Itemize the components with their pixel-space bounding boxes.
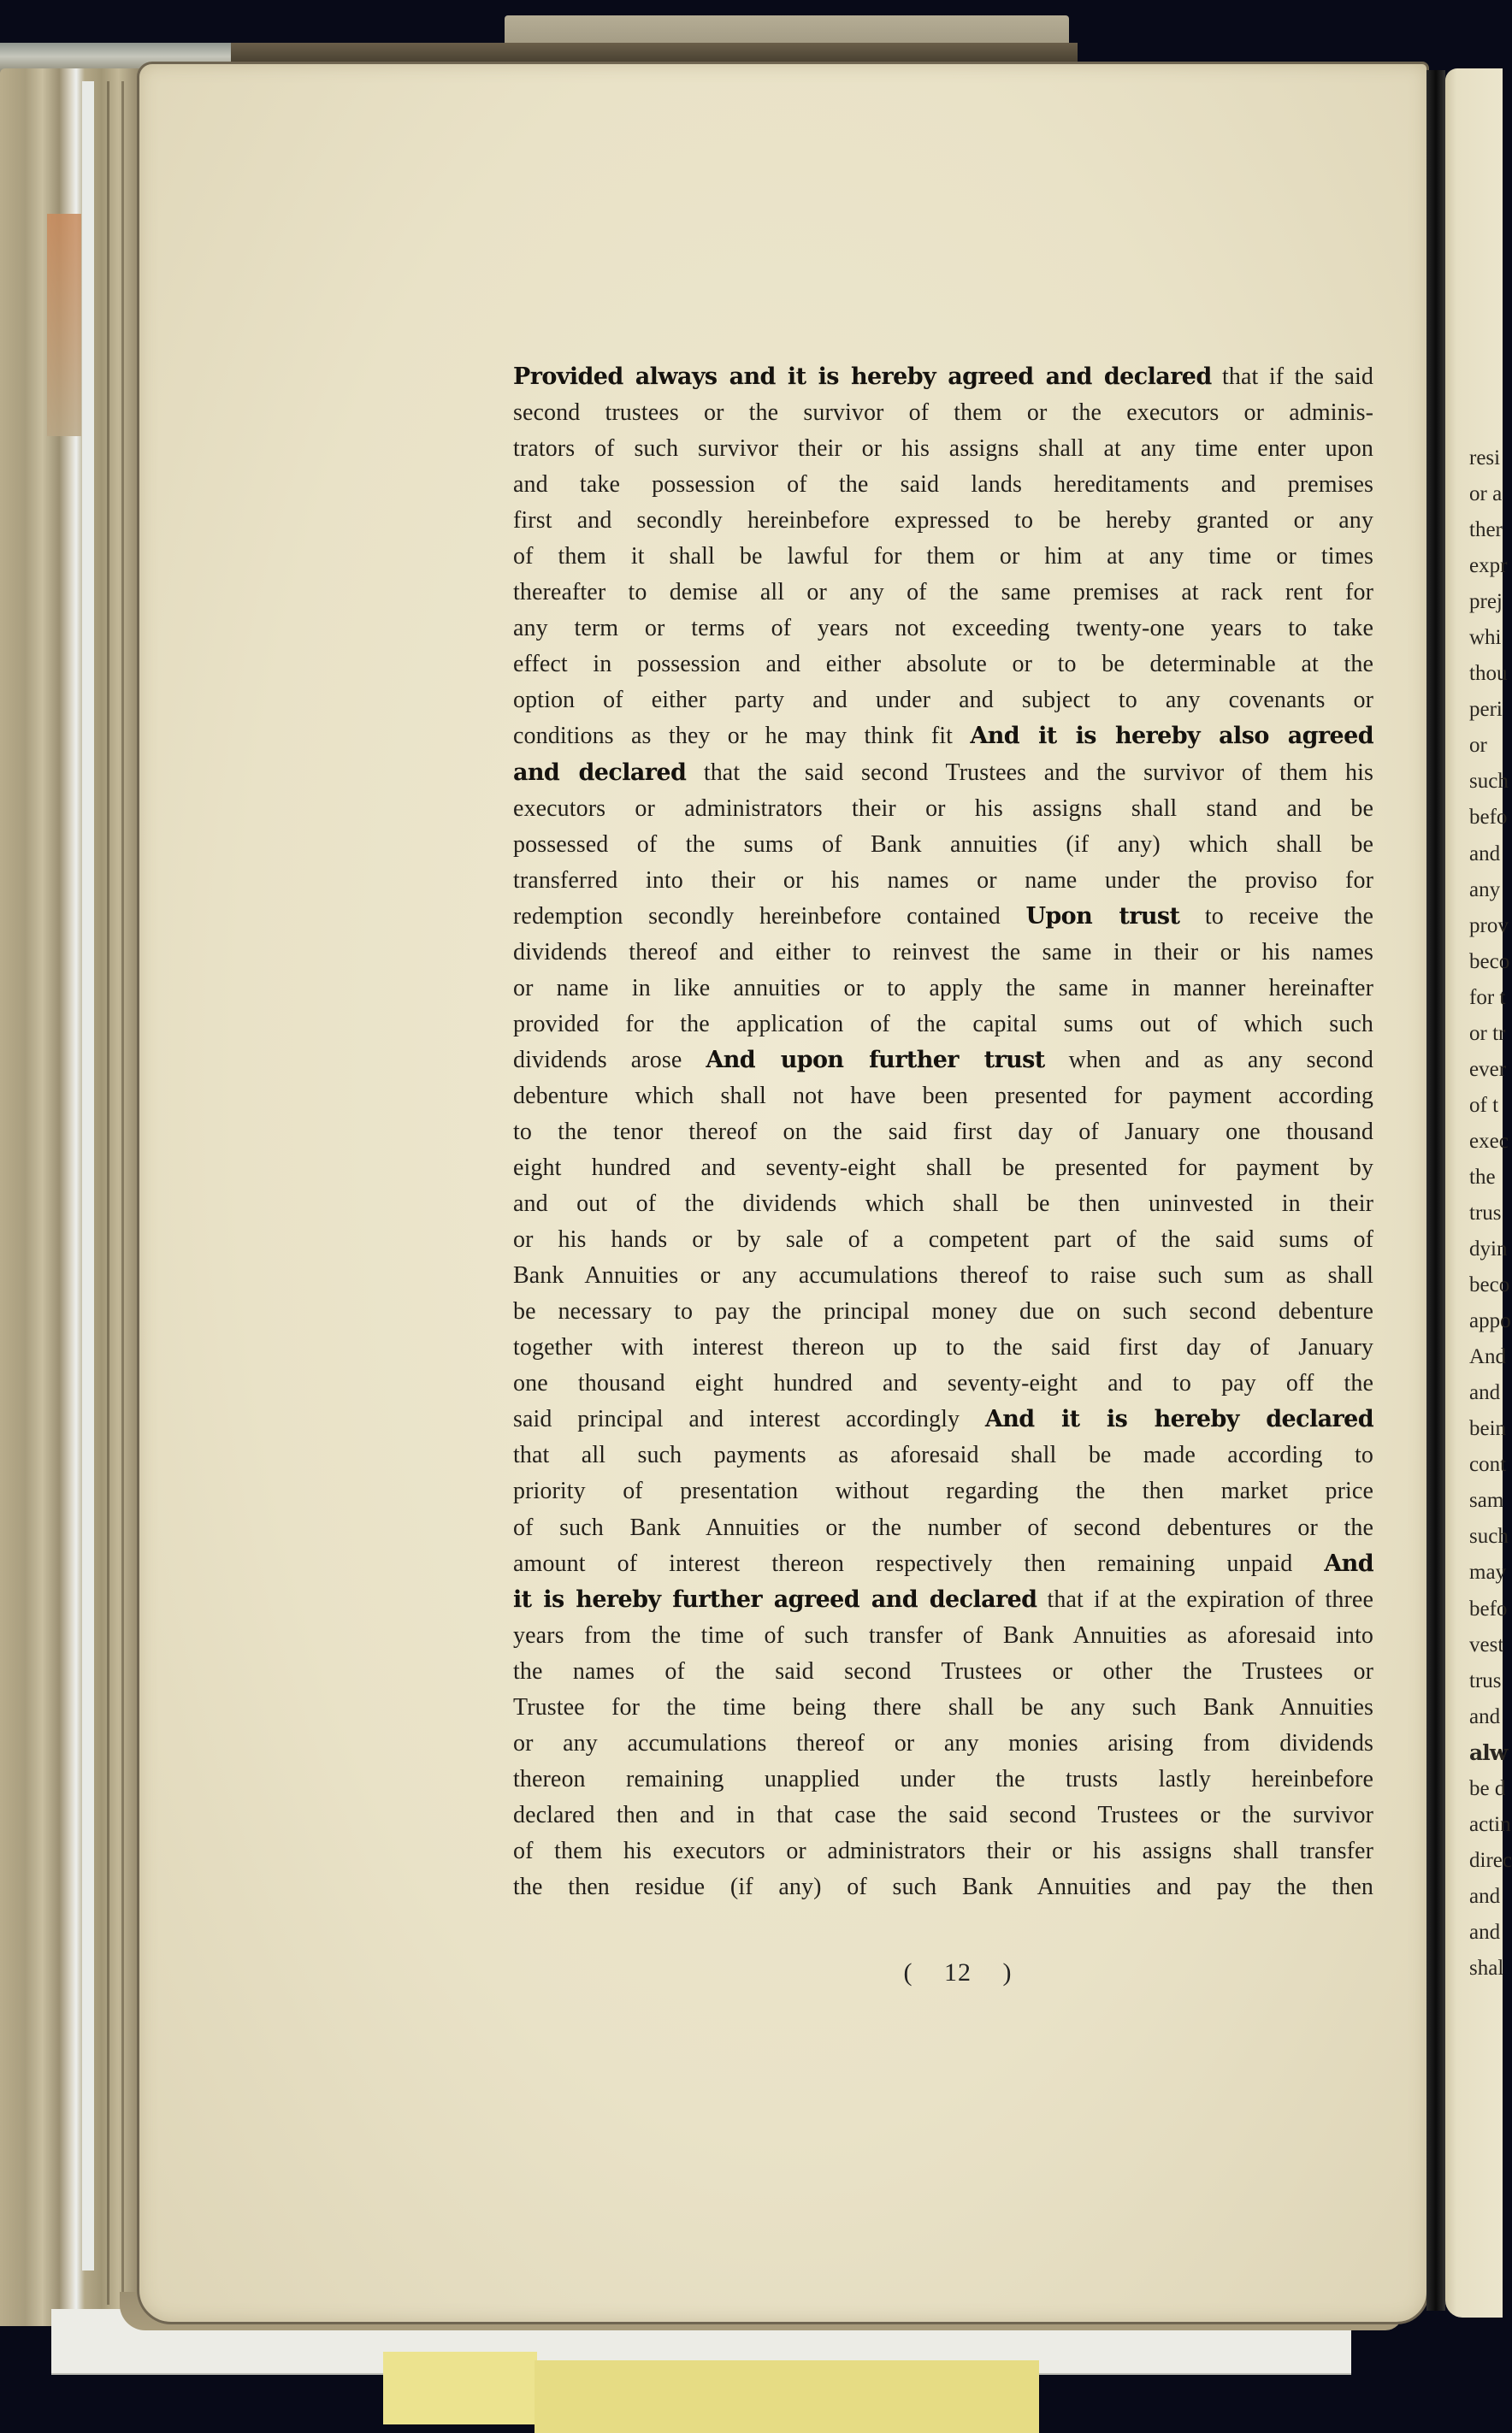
facing-page-line: be d [1469,1776,1506,1800]
text-line [513,503,1373,539]
blackletter-phrase: it is hereby further agreed and declared [513,1586,1037,1613]
text-segment: possessed of the sums of Bank annuities (if any) which shall be [513,830,1373,858]
facing-page-line: dyin [1469,1237,1508,1261]
facing-page-line: such [1469,1525,1509,1549]
text-segment: thereon remaining unapplied under the trusts lastly hereinbefore [513,1765,1373,1792]
text-line [513,647,1373,682]
facing-page-line: shal [1469,1956,1504,1980]
text-line [513,1834,1373,1869]
text-line [513,395,1373,431]
text-line [513,1042,1373,1078]
text-line [513,611,1373,647]
text-segment: said principal and interest accordingly [513,1406,985,1433]
text-segment: transferred into their or his names or name under the proviso for [513,866,1373,894]
text-line [513,1258,1373,1294]
text-line [513,1798,1373,1834]
facing-page-line: and [1469,1381,1501,1405]
facing-page-line: may [1469,1561,1507,1585]
white-page-edge [82,81,94,2271]
text-line [513,431,1373,467]
facing-page-line: befo [1469,1597,1508,1621]
text-line [513,791,1373,827]
text-line [513,755,1373,791]
text-segment: that all such payments as aforesaid shall be made according to [513,1442,1373,1469]
text-line [513,1690,1373,1726]
text-line [513,971,1373,1007]
text-line [513,359,1373,395]
text-segment: eight hundred and seventy-eight shall be presented for payment by [513,1154,1373,1182]
text-line [513,1546,1373,1582]
facing-page-line: and [1469,1884,1501,1908]
text-line [513,1654,1373,1690]
facing-page [1445,68,1512,2318]
text-segment: option of either party and under and subject to any covenants or [513,687,1373,714]
text-segment: amount of interest thereon respectively then remaining unpaid [513,1550,1325,1577]
facing-page-line: actin [1469,1812,1511,1836]
text-segment: together with interest thereon up to the said first day of January [513,1334,1373,1361]
facing-page-line: the [1469,1165,1496,1189]
facing-page-line: and [1469,1704,1501,1728]
spine-top-dark-edge [231,43,1078,62]
text-line [513,1618,1373,1654]
text-line [513,1402,1373,1438]
text-segment: Trustee for the time being there shall be any such Bank Annuities [513,1693,1373,1721]
text-segment: provided for the application of the capital sums out of which such [513,1010,1373,1037]
facing-page-line: or [1469,734,1487,758]
facing-page-line: trus [1469,1201,1502,1225]
facing-page-line: peri [1469,698,1503,722]
document-body-text [513,359,1373,1905]
text-line [513,539,1373,575]
text-segment: or any accumulations thereof or any monies arising from dividends [513,1729,1373,1757]
text-line [513,1222,1373,1258]
facing-page-line: thou [1469,662,1508,686]
text-segment: when and as any second [1044,1046,1373,1073]
facing-page-line: cont [1469,1453,1507,1477]
text-segment: that if the said [1211,363,1373,390]
facing-page-line: prov [1469,913,1509,937]
facing-page-line: expr [1469,554,1508,578]
text-line [513,935,1373,971]
blackletter-phrase: And it is hereby declared [984,1406,1373,1433]
tape-fragment [47,214,81,436]
book-gutter [1426,70,1445,2311]
facing-page-line: bein [1469,1417,1507,1441]
text-segment: the then residue (if any) of such Bank Annuities and pay the then [513,1873,1373,1900]
facing-page-line: and [1469,842,1501,865]
text-line [513,863,1373,899]
yellow-paper-slip [383,2352,537,2424]
facing-page-line: direc [1469,1848,1512,1872]
text-line [513,1186,1373,1222]
text-segment: or name in like annuities or to apply the same in manner hereinafter [513,974,1373,1001]
text-segment: declared then and in that case the said second Trustees or the survivor [513,1801,1373,1828]
facing-page-line: befo [1469,806,1508,830]
text-line [513,1150,1373,1186]
facing-page-line: trus [1469,1668,1502,1692]
text-line [513,1078,1373,1114]
text-line [513,899,1373,935]
text-segment: redemption secondly hereinbefore contained [513,902,1026,930]
facing-page-line: And [1469,1345,1507,1369]
facing-page-line: for t [1469,985,1506,1009]
text-segment: that the said second Trustees and the survivor of them his [686,759,1373,786]
text-segment: dividends arose [513,1046,706,1073]
facing-page-line: appo [1469,1309,1511,1333]
blackletter-phrase: And it is hereby also agreed [970,723,1373,750]
text-segment: of them it shall be lawful for them or him at any time or times [513,543,1373,570]
text-line [513,1510,1373,1546]
text-segment: of such Bank Annuities or the number of second debentures or the [513,1514,1373,1541]
text-segment: executors or administrators their or his assigns shall stand and be [513,794,1373,822]
facing-page-line: resi [1469,446,1501,469]
facing-page-line: beco [1469,1273,1510,1297]
text-line [513,1438,1373,1473]
text-segment: priority of presentation without regarding the then market price [513,1478,1373,1505]
blackletter-phrase: Provided always and it is hereby agreed and declared [513,363,1212,390]
facing-page-line: or a [1469,482,1503,506]
blackletter-phrase: And upon further trust [706,1046,1045,1073]
text-segment: debenture which shall not have been presented for payment according [513,1082,1373,1109]
text-segment: to the tenor thereof on the said first day of January one thousand [513,1118,1373,1145]
text-segment: of them his executors or administrators their or his assigns shall transfer [513,1837,1373,1864]
text-line [513,1366,1373,1402]
text-segment: trators of such survivor their or his assigns shall at any time enter upon [513,435,1373,463]
facing-page-line: or tr [1469,1021,1506,1045]
text-line [513,1582,1373,1618]
text-line [513,1762,1373,1798]
text-segment: first and secondly hereinbefore expressed to be hereby granted or any [513,507,1373,534]
facing-page-line: ever [1469,1057,1507,1081]
text-segment: be necessary to pay the principal money due on such second debenture [513,1298,1373,1326]
text-segment: second trustees or the survivor of them or the executors or adminis- [513,399,1373,427]
text-line [513,1726,1373,1762]
text-segment: or his hands or by sale of a competent part of the said sums of [513,1226,1373,1254]
facing-page-line: such [1469,770,1509,794]
facing-page-line: and [1469,1920,1501,1944]
text-line [513,575,1373,611]
text-segment: one thousand eight hundred and seventy-eight and to pay off the [513,1370,1373,1397]
text-line [513,1114,1373,1150]
facing-page-line: any [1469,877,1501,901]
blackletter-phrase: And [1324,1550,1373,1577]
blackletter-phrase: Upon trust [1025,902,1180,930]
text-line [513,467,1373,503]
text-segment: and out of the dividends which shall be then uninvested in their [513,1190,1373,1218]
text-segment: any term or terms of years not exceeding twenty-one years to take [513,615,1373,642]
text-segment: dividends thereof and either to reinvest the same in their or his names [513,938,1373,966]
blackletter-phrase: and declared [513,759,687,786]
text-segment: Bank Annuities or any accumulations thereof to raise such sum as shall [513,1262,1373,1290]
page-edge-line [107,81,109,2305]
text-segment: the names of the said second Trustees or other the Trustees or [513,1657,1373,1685]
facing-page-text [1469,440,1512,1987]
text-line [513,1294,1373,1330]
facing-page-line: vest [1469,1633,1504,1656]
facing-page-line: of t [1469,1093,1499,1117]
text-segment: thereafter to demise all or any of the same premises at rack rent for [513,579,1373,606]
page-edge-line [121,81,124,2305]
text-segment: effect in possession and either absolute or to be determinable at the [513,651,1373,678]
text-segment: conditions as they or he may think fit [513,723,971,750]
facing-page-line: exec [1469,1129,1509,1153]
text-line [513,1473,1373,1509]
text-line [513,1869,1373,1905]
facing-page-line: ther [1469,518,1503,542]
facing-page-line: sam [1469,1489,1504,1513]
text-segment: that if at the expiration of three [1037,1586,1373,1613]
facing-page-line: whi [1469,626,1502,650]
text-segment: years from the time of such transfer of Bank Annuities as aforesaid into [513,1621,1373,1649]
text-line [513,718,1373,754]
text-line [513,1007,1373,1042]
text-line [513,1330,1373,1366]
text-segment: to receive the [1179,902,1373,930]
text-line [513,682,1373,718]
text-segment: and take possession of the said lands hereditaments and premises [513,471,1373,499]
text-line [513,827,1373,863]
yellow-paper-slip [535,2360,1039,2433]
facing-page-line: prej [1469,590,1503,614]
page-number: ( 12 ) [903,1958,1013,1987]
facing-page-line: beco [1469,949,1510,973]
facing-page-line: alw [1469,1739,1508,1765]
